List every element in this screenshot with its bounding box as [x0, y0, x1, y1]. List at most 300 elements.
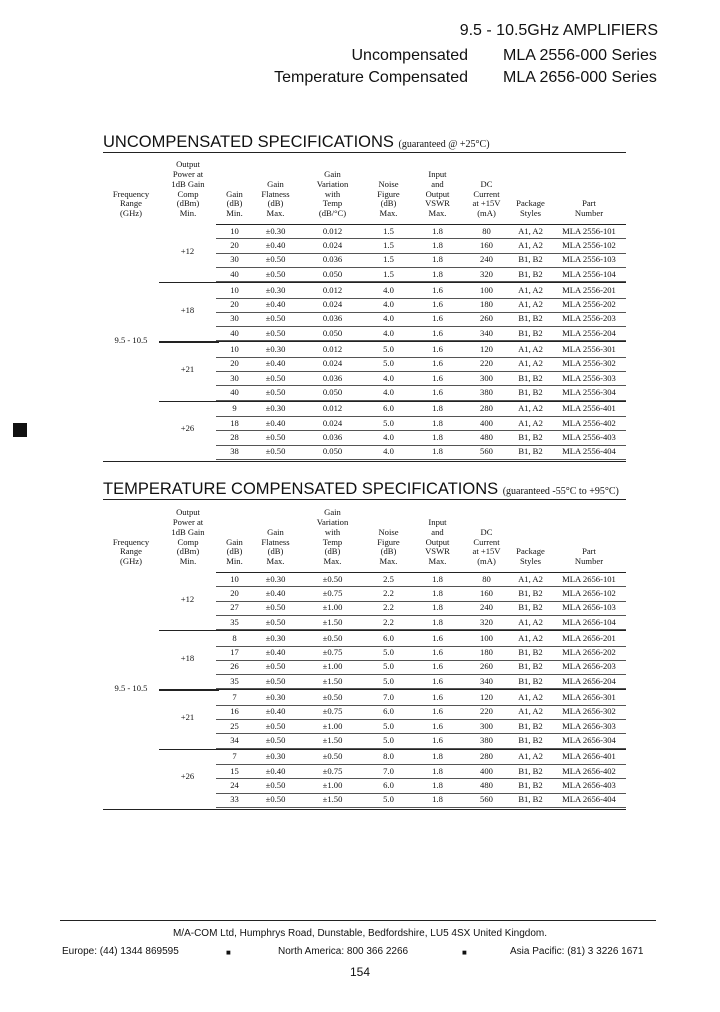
table_temp-cell: 20: [230, 587, 239, 598]
table_temp-cell: ±0.30: [265, 573, 286, 584]
table_temp-cell: 6.0: [383, 632, 394, 643]
table_uncomp-cell: MLA 2556-404: [562, 446, 616, 457]
table_uncomp-cell: 0.050: [322, 268, 343, 279]
table_temp-cell: 1.6: [432, 661, 443, 672]
table_uncomp-cell: 0.036: [322, 372, 343, 383]
table_temp-cell: ±0.50: [322, 632, 343, 643]
footer-bullet-2: ■: [462, 948, 467, 957]
table_temp-freq-range: 9.5 - 10.5: [114, 683, 148, 694]
table_uncomp-cell: MLA 2556-304: [562, 386, 616, 397]
table_uncomp-cell: A1, A2: [518, 403, 543, 414]
table_uncomp-cell: 30: [230, 372, 239, 383]
table_uncomp-cell: 10: [230, 284, 239, 295]
table_uncomp-cell: MLA 2556-403: [562, 431, 616, 442]
table_uncomp-cell: 1.6: [432, 344, 443, 354]
table_uncomp-cell: A1, A2: [518, 358, 543, 369]
table_temp-cell: B1, B2: [518, 587, 543, 598]
table_uncomp-cell: 1.6: [432, 313, 443, 324]
table_uncomp-col-header: Noise Figure (dB) Max.: [377, 178, 400, 219]
table_temp-cell: A1, A2: [518, 706, 543, 717]
table_uncomp-cell: 0.024: [322, 239, 343, 250]
table_temp-cell: 1.6: [432, 647, 443, 658]
table_temp-cell: MLA 2656-102: [562, 587, 616, 598]
table_temp-cell: B1, B2: [518, 647, 543, 658]
table_temp-cell: ±0.75: [322, 647, 343, 658]
table_uncomp-cell: 30: [230, 254, 239, 265]
table_uncomp-cell: MLA 2556-303: [562, 372, 616, 383]
table_temp-cell: ±0.50: [265, 734, 286, 745]
table_temp-cell: MLA 2656-103: [562, 602, 616, 613]
table_uncomp-cell: 1.6: [432, 386, 443, 397]
table_uncomp-bottom-rule: [103, 461, 626, 462]
uncompensated-section-title: [103, 133, 490, 152]
table_temp-cell: 7.0: [383, 765, 394, 776]
table_uncomp-cell: 80: [482, 225, 491, 236]
table_uncomp-cell: ±0.50: [265, 431, 286, 442]
table_uncomp-cell: 1.8: [432, 254, 443, 265]
page-edge-marker: [13, 423, 27, 437]
table_uncomp-cell: 20: [230, 358, 239, 369]
uncompensated-note: (guaranteed @ +25°C): [398, 139, 490, 150]
table_uncomp-cell: 0.024: [322, 299, 343, 310]
table_uncomp-cell: 1.8: [432, 446, 443, 457]
table_uncomp-col-header: DC Current at +15V (mA): [472, 178, 501, 219]
table_uncomp-cell: 0.012: [322, 225, 343, 236]
table_temp-cell: 5.0: [383, 720, 394, 731]
table_temp-cell: ±1.00: [322, 661, 343, 672]
table_uncomp-cell: 340: [480, 327, 493, 338]
table_temp-cell: B1, B2: [518, 794, 543, 805]
table_temp-cell: MLA 2656-104: [562, 616, 616, 627]
table_uncomp-cell: 4.0: [383, 327, 394, 338]
table_uncomp-cell: B1, B2: [518, 386, 543, 397]
table_temp-cell: 8: [232, 632, 237, 643]
table_temp-cell: B1, B2: [518, 602, 543, 613]
table_uncomp-col-header: Gain Variation with Temp (dB/°C): [316, 169, 349, 219]
table_temp-cell: 34: [230, 734, 239, 745]
table_uncomp-cell: B1, B2: [518, 254, 543, 265]
table_uncomp-cell: 20: [230, 239, 239, 250]
table_temp-cell: 15: [230, 765, 239, 776]
table_uncomp-cell: ±0.30: [265, 344, 286, 354]
table_uncomp-cell: 0.012: [322, 344, 343, 354]
table_temp-col-header: Gain Variation with Temp (dB) Max.: [316, 507, 349, 567]
table_temp-cell: 7.0: [383, 692, 394, 702]
table_uncomp-col-header: Gain Flatness (dB) Max.: [261, 178, 290, 219]
table_uncomp-cell: MLA 2556-103: [562, 254, 616, 265]
table_temp-cell: 400: [480, 765, 493, 776]
table_temp-cell: MLA 2656-301: [562, 692, 616, 702]
table_temp-cell: 260: [480, 661, 493, 672]
footer-asia: Asia Pacific: (81) 3 3226 1671: [510, 946, 644, 957]
table_temp-cell: 1.8: [432, 779, 443, 790]
table_temp-cell: 25: [230, 720, 239, 731]
table_uncomp-cell: 560: [480, 446, 493, 457]
table_temp-cell: ±0.30: [265, 692, 286, 702]
table_temp-cell: 5.0: [383, 794, 394, 805]
table_uncomp-cell: 1.6: [432, 327, 443, 338]
table_uncomp-cell: A1, A2: [518, 299, 543, 310]
table_temp-cell: MLA 2656-404: [562, 794, 616, 805]
table_uncomp-cell: 5.0: [383, 344, 394, 354]
table_uncomp-cell: 240: [480, 254, 493, 265]
table_uncomp-power-value: +18: [180, 304, 195, 315]
table_uncomp-cell: ±0.30: [265, 225, 286, 236]
table_uncomp-cell: 9: [232, 403, 237, 414]
table_uncomp-cell: B1, B2: [518, 268, 543, 279]
table_uncomp-cell: 1.5: [383, 239, 394, 250]
table_uncomp-cell: 40: [230, 268, 239, 279]
table_uncomp-col-header: Package Styles: [516, 198, 545, 219]
table_uncomp-col-header: Input and Output VSWR Max.: [425, 169, 450, 219]
table_uncomp-cell: MLA 2556-401: [562, 403, 616, 414]
table_temp-cell: ±0.40: [265, 587, 286, 598]
table_temp-cell: 24: [230, 779, 239, 790]
table_temp-cell: ±0.40: [265, 765, 286, 776]
table_temp-cell: ±0.50: [265, 661, 286, 672]
footer-rule: [60, 920, 656, 921]
table_temp-cell: ±0.50: [322, 751, 343, 762]
table_uncomp-cell: 0.012: [322, 403, 343, 414]
table_temp-cell: 220: [480, 706, 493, 717]
table_temp-power-value: +12: [180, 593, 195, 604]
table_uncomp-col-header: Output Power at 1dB Gain Comp (dBm) Min.: [171, 159, 205, 219]
table_temp-cell: MLA 2656-302: [562, 706, 616, 717]
table_temp-col-header: Package Styles: [516, 546, 545, 567]
table_uncomp-cell: 30: [230, 313, 239, 324]
table_uncomp-cell: 0.036: [322, 313, 343, 324]
table_temp-cell: A1, A2: [518, 616, 543, 627]
table_uncomp-cell: 0.036: [322, 431, 343, 442]
table_uncomp-cell: 280: [480, 403, 493, 414]
table_uncomp-cell: 1.8: [432, 225, 443, 236]
table_uncomp-cell: 0.036: [322, 254, 343, 265]
table_uncomp-cell: ±0.40: [265, 239, 286, 250]
table_uncomp-cell: B1, B2: [518, 372, 543, 383]
table_uncomp-cell: 18: [230, 417, 239, 428]
table_uncomp-cell: 0.012: [322, 284, 343, 295]
table_temp-cell: MLA 2656-203: [562, 661, 616, 672]
table_temp-cell: 120: [480, 692, 493, 702]
table_uncomp-cell: B1, B2: [518, 327, 543, 338]
table_uncomp-cell: ±0.50: [265, 268, 286, 279]
table_uncomp-cell: MLA 2556-203: [562, 313, 616, 324]
table_temp-cell: A1, A2: [518, 632, 543, 643]
table_uncomp-cell: 160: [480, 239, 493, 250]
table_temp-cell: MLA 2656-402: [562, 765, 616, 776]
table_temp-cell: ±0.50: [265, 675, 286, 686]
table_temp-cell: ±0.75: [322, 765, 343, 776]
table_uncomp-cell: 1.6: [432, 284, 443, 295]
temp-title-text: TEMPERATURE COMPENSATED SPECIFICATIONS: [103, 480, 499, 498]
table_temp-cell: ±1.00: [322, 602, 343, 613]
table_uncomp-cell: B1, B2: [518, 446, 543, 457]
table_uncomp-freq-range: 9.5 - 10.5: [114, 335, 148, 346]
table_uncomp-cell: 260: [480, 313, 493, 324]
table_temp-cell: MLA 2656-401: [562, 751, 616, 762]
table_temp-cell: ±0.75: [322, 587, 343, 598]
table_temp-cell: MLA 2656-202: [562, 647, 616, 658]
table_temp-cell: 1.8: [432, 794, 443, 805]
table_uncomp-cell: ±0.50: [265, 446, 286, 457]
table_uncomp-col-header: Frequency Range (GHz): [112, 188, 150, 219]
table_uncomp-cell: 5.0: [383, 417, 394, 428]
table_temp-cell: 1.8: [432, 765, 443, 776]
table_temp-cell: ±0.30: [265, 751, 286, 762]
table_uncomp-cell: ±0.50: [265, 254, 286, 265]
table_temp-cell: 560: [480, 794, 493, 805]
table_temp-cell: 1.6: [432, 692, 443, 702]
table_uncomp-cell: 0.024: [322, 358, 343, 369]
uncompensated-title-text: UNCOMPENSATED SPECIFICATIONS: [103, 133, 394, 151]
table_temp-power-value: +18: [180, 652, 195, 663]
table_temp-cell: 35: [230, 675, 239, 686]
table_temp-cell: 180: [480, 647, 493, 658]
table_temp-col-header: Gain (dB) Min.: [226, 536, 243, 567]
table_temp-cell: 2.5: [383, 573, 394, 584]
table_uncomp-cell: 4.0: [383, 431, 394, 442]
table_uncomp-cell: 1.5: [383, 254, 394, 265]
table_uncomp-cell: A1, A2: [518, 344, 543, 354]
table_uncomp-col-header: Gain (dB) Min.: [226, 188, 243, 219]
table_uncomp-cell: A1, A2: [518, 239, 543, 250]
table_uncomp-cell: 1.6: [432, 358, 443, 369]
table_uncomp-cell: 0.050: [322, 446, 343, 457]
table_uncomp-cell: ±0.30: [265, 284, 286, 295]
table_temp-cell: 33: [230, 794, 239, 805]
table_uncomp-cell: ±0.50: [265, 313, 286, 324]
table_temp-cell: 6.0: [383, 706, 394, 717]
table_temp-cell: 1.6: [432, 706, 443, 717]
table_temp-cell: 1.8: [432, 602, 443, 613]
uncompensated-series: MLA 2556-000 Series: [503, 47, 657, 64]
table_temp-col-header: Output Power at 1dB Gain Comp (dBm) Min.: [171, 507, 205, 567]
table_uncomp-cell: B1, B2: [518, 431, 543, 442]
table_temp-cell: 8.0: [383, 751, 394, 762]
table_temp-top-rule: [103, 499, 626, 500]
table_uncomp-cell: 6.0: [383, 403, 394, 414]
table_uncomp-cell: 1.8: [432, 268, 443, 279]
table_temp-cell: 35: [230, 616, 239, 627]
table_temp-cell: 1.8: [432, 587, 443, 598]
footer-bullet-1: ■: [226, 948, 231, 957]
table_uncomp-cell: A1, A2: [518, 284, 543, 295]
page-title: 9.5 - 10.5GHz AMPLIFIERS: [459, 22, 658, 39]
table_temp-cell: ±1.50: [322, 616, 343, 627]
table_temp-bottom-rule: [103, 809, 626, 810]
table_uncomp-cell: 1.8: [432, 431, 443, 442]
temp-section-title: [103, 480, 619, 499]
table_uncomp-cell: 380: [480, 386, 493, 397]
table_uncomp-cell: B1, B2: [518, 313, 543, 324]
table_uncomp-cell: A1, A2: [518, 225, 543, 236]
table_temp-cell: 1.6: [432, 720, 443, 731]
table_temp-cell: ±0.40: [265, 706, 286, 717]
table_temp-cell: ±0.75: [322, 706, 343, 717]
table_uncomp-cell: ±0.50: [265, 386, 286, 397]
table_uncomp-cell: 1.8: [432, 239, 443, 250]
table_temp-cell: 5.0: [383, 675, 394, 686]
uncompensated-label: Uncompensated: [351, 47, 468, 64]
table_temp-cell: MLA 2656-403: [562, 779, 616, 790]
table_uncomp-cell: 1.5: [383, 268, 394, 279]
table_temp-cell: ±1.50: [322, 794, 343, 805]
table_uncomp-cell: MLA 2556-104: [562, 268, 616, 279]
table_temp-cell: A1, A2: [518, 751, 543, 762]
table_uncomp-cell: 1.6: [432, 372, 443, 383]
table_temp-cell: ±0.50: [322, 692, 343, 702]
table_uncomp-cell: MLA 2556-202: [562, 299, 616, 310]
table_temp-cell: ±0.30: [265, 632, 286, 643]
table_temp-cell: B1, B2: [518, 661, 543, 672]
table_temp-cell: 5.0: [383, 647, 394, 658]
table_uncomp-cell: 300: [480, 372, 493, 383]
table_uncomp-cell: 4.0: [383, 446, 394, 457]
table_temp-cell: ±1.00: [322, 720, 343, 731]
table_temp-cell: A1, A2: [518, 692, 543, 702]
table_uncomp-cell: 480: [480, 431, 493, 442]
table_temp-cell: 5.0: [383, 734, 394, 745]
table_temp-cell: 2.2: [383, 587, 394, 598]
table_uncomp-cell: 4.0: [383, 299, 394, 310]
footer-north-america: North America: 800 366 2266: [278, 946, 409, 957]
table_uncomp-cell: 4.0: [383, 372, 394, 383]
table_uncomp-cell: MLA 2556-201: [562, 284, 616, 295]
table_temp-col-header: Input and Output VSWR Max.: [425, 517, 450, 567]
table_temp-cell: 7: [232, 751, 237, 762]
table_uncomp-cell: 220: [480, 358, 493, 369]
table_temp-cell: ±1.50: [322, 734, 343, 745]
table_uncomp-cell: 1.6: [432, 299, 443, 310]
table_temp-cell: B1, B2: [518, 734, 543, 745]
table_uncomp-cell: 0.050: [322, 327, 343, 338]
table_temp-cell: 1.8: [432, 751, 443, 762]
footer-address: M/A-COM Ltd, Humphrys Road, Dunstable, Bedfordshire, LU5 4SX United Kingdom.: [172, 928, 548, 939]
table_temp-cell: MLA 2656-304: [562, 734, 616, 745]
table_temp-cell: ±0.50: [265, 794, 286, 805]
table_temp-cell: ±0.50: [265, 720, 286, 731]
table_temp-cell: 380: [480, 734, 493, 745]
table_temp-col-header: Gain Flatness (dB) Max.: [261, 526, 290, 567]
table_temp-power-value: +21: [180, 712, 195, 722]
table_temp-cell: 100: [480, 632, 493, 643]
table_temp-cell: 2.2: [383, 616, 394, 627]
table_temp-row-rule: [216, 807, 626, 808]
table_temp-col-header: Part Number: [574, 546, 604, 567]
table_uncomp-cell: MLA 2556-204: [562, 327, 616, 338]
table_temp-cell: 17: [230, 647, 239, 658]
table_temp-cell: ±0.50: [265, 616, 286, 627]
table_uncomp-cell: ±0.50: [265, 372, 286, 383]
table_temp-col-header: Frequency Range (GHz): [112, 536, 150, 567]
table_uncomp-cell: 320: [480, 268, 493, 279]
table_uncomp-cell: 1.8: [432, 403, 443, 414]
table_uncomp-cell: MLA 2556-402: [562, 417, 616, 428]
table_uncomp-cell: ±0.40: [265, 358, 286, 369]
table_temp-cell: ±0.50: [265, 602, 286, 613]
page-number: 154: [349, 965, 371, 979]
table_temp-cell: MLA 2656-204: [562, 675, 616, 686]
table_temp-cell: A1, A2: [518, 573, 543, 584]
table_uncomp-cell: 400: [480, 417, 493, 428]
table_temp-cell: 1.8: [432, 573, 443, 584]
table_uncomp-cell: 1.5: [383, 225, 394, 236]
table_temp-cell: 240: [480, 602, 493, 613]
table_uncomp-power-value: +26: [180, 423, 195, 434]
table_temp-cell: 7: [232, 692, 237, 702]
table_uncomp-col-header: Part Number: [574, 198, 604, 219]
table_temp-freq-rule: [159, 690, 219, 691]
table_uncomp-cell: 5.0: [383, 358, 394, 369]
table_uncomp-cell: 40: [230, 386, 239, 397]
table_temp-cell: 280: [480, 751, 493, 762]
temp-compensated-label: Temperature Compensated: [274, 69, 468, 86]
table_temp-cell: 80: [482, 573, 491, 584]
table_temp-cell: 340: [480, 675, 493, 686]
table_temp-col-header: DC Current at +15V (mA): [472, 526, 501, 567]
table_uncomp-cell: 0.050: [322, 386, 343, 397]
table_uncomp-cell: MLA 2556-101: [562, 225, 616, 236]
table_uncomp-cell: 4.0: [383, 284, 394, 295]
table_temp-cell: B1, B2: [518, 675, 543, 686]
table_temp-cell: 5.0: [383, 661, 394, 672]
table_temp-cell: ±0.40: [265, 647, 286, 658]
table_uncomp-cell: 20: [230, 299, 239, 310]
table_temp-cell: MLA 2656-101: [562, 573, 616, 584]
table_uncomp-cell: MLA 2556-102: [562, 239, 616, 250]
table_temp-cell: 26: [230, 661, 239, 672]
table_temp-cell: 160: [480, 587, 493, 598]
table_temp-cell: ±1.00: [322, 779, 343, 790]
table_uncomp-cell: ±0.30: [265, 403, 286, 414]
table_temp-cell: 10: [230, 573, 239, 584]
table_uncomp-cell: 38: [230, 446, 239, 457]
table_temp-cell: 1.6: [432, 675, 443, 686]
table_temp-cell: 16: [230, 706, 239, 717]
table_uncomp-cell: ±0.40: [265, 299, 286, 310]
table_uncomp-cell: 180: [480, 299, 493, 310]
table_uncomp-freq-rule: [159, 342, 219, 343]
table_uncomp-cell: 0.024: [322, 417, 343, 428]
table_uncomp-power-value: +21: [180, 364, 195, 374]
table_temp-cell: MLA 2656-201: [562, 632, 616, 643]
table_temp-cell: 1.8: [432, 616, 443, 627]
table_uncomp-cell: 10: [230, 225, 239, 236]
table_uncomp-cell: ±0.40: [265, 417, 286, 428]
temp-compensated-series: MLA 2656-000 Series: [503, 69, 657, 86]
table_temp-cell: ±0.50: [322, 573, 343, 584]
table_uncomp-cell: 4.0: [383, 386, 394, 397]
table_temp-cell: ±0.50: [265, 779, 286, 790]
table_temp-cell: ±1.50: [322, 675, 343, 686]
table_temp-cell: B1, B2: [518, 779, 543, 790]
table_temp-cell: 6.0: [383, 779, 394, 790]
table_uncomp-cell: 4.0: [383, 313, 394, 324]
table_uncomp-top-rule: [103, 152, 626, 153]
table_temp-cell: 1.6: [432, 734, 443, 745]
table_uncomp-cell: 100: [480, 284, 493, 295]
table_uncomp-cell: MLA 2556-301: [562, 344, 616, 354]
table_uncomp-cell: 10: [230, 344, 239, 354]
temp-note: (guaranteed -55°C to +95°C): [502, 486, 619, 497]
table_temp-cell: B1, B2: [518, 720, 543, 731]
table_uncomp-cell: 120: [480, 344, 493, 354]
table_uncomp-cell: MLA 2556-302: [562, 358, 616, 369]
footer-europe: Europe: (44) 1344 869595: [62, 946, 179, 957]
table_temp-cell: 320: [480, 616, 493, 627]
table_uncomp-cell: 28: [230, 431, 239, 442]
table_temp-cell: MLA 2656-303: [562, 720, 616, 731]
